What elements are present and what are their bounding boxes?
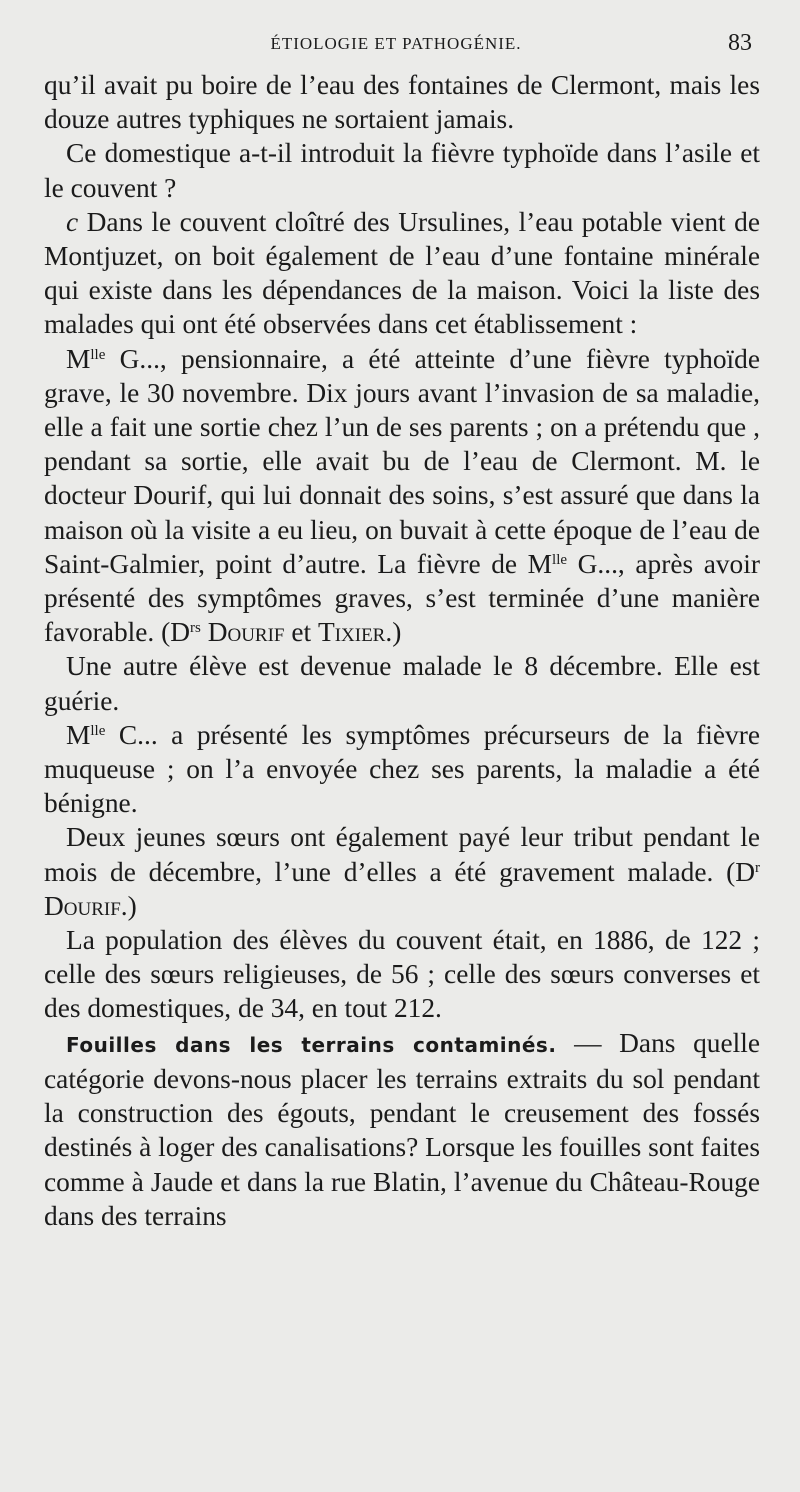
section-heading: Fouilles dans les terrains contaminés. — [66, 1032, 557, 1057]
paragraph-3 — [44, 205, 760, 342]
author-name: Dourif — [200, 617, 285, 648]
text-span: G..., pensionnaire, a été atteinte d’une fièvre typhoïde grave, le 30 novembre. Dix jours avant l’invasion de sa maladie, elle a fait une sortie chez l’un de ses parents ; on a prétendu que , pendant sa sortie, elle avait bu de l’eau de Clermont. M. le docteur Dourif, qui lui donnait des soins, s’est assuré que dans la maison où la visite a eu lieu, on buvait à cette époque de l’eau de Saint-Galmier, point d’autre. La fièvre de M — [44, 343, 760, 579]
text-span: .) — [385, 617, 402, 648]
text-span: M — [66, 343, 91, 374]
paragraph-7 — [44, 820, 760, 923]
superscript: lle — [90, 722, 106, 739]
paragraph-1: qu’il avait pu boire de l’eau des fontaines de Clermont, mais les douze autres typhiques ne sortaient jamais. — [44, 70, 760, 135]
paragraph-2: Ce domestique a-t-il introduit la fièvre typhoïde dans l’asile et le couvent ? — [44, 138, 760, 203]
author-name: Dourif — [44, 890, 121, 921]
paragraph-9-text: — Dans quelle catégorie devons-nous placer les terrains extraits du sol pendant la construction des égouts, pendant le creusement des fossés destinés à loger des canalisations? Lorsque les fouilles sont faites comme à Jaude et dans la rue Blatin, l’avenue du Château-Rouge dans des terrains — [44, 1027, 761, 1231]
page-header — [40, 30, 752, 58]
paragraph-5: Une autre élève est devenue malade le 8 décembre. Elle est guérie. — [44, 651, 760, 716]
text-span: M — [66, 719, 91, 750]
superscript: lle — [90, 346, 106, 363]
paragraph-8: La population des élèves du couvent était, en 1886, de 122 ; celle des sœurs religieuses, de 56 ; celle des sœurs converses et des domestiques, de 34, en tout 212. — [44, 925, 760, 1024]
paragraph-9 — [44, 1026, 760, 1233]
paragraph-6 — [44, 718, 760, 821]
page-number: 83 — [728, 30, 752, 56]
paragraph-3-text: Dans le couvent cloîtré des Ursulines, l’eau potable vient de Montjuzet, on boit également de l’eau d’une fontaine minérale qui existe dans les dépendances de la maison. Voici la liste des malades qui ont été observées dans cet établissement : — [44, 206, 760, 340]
paragraph-4 — [44, 342, 760, 650]
text-span: Deux jeunes sœurs ont également payé leur tribut pendant le mois de décembre, l’une d’elles a été gravement malade. (D — [44, 822, 760, 887]
text-span: .) — [120, 890, 137, 921]
author-name: Tixier — [317, 617, 386, 648]
list-marker: c — [66, 206, 79, 237]
body-text — [44, 68, 760, 1233]
text-span: C... a présenté les symptômes précurseurs de la fièvre muqueuse ; on l’a envoyée chez ses parents, la maladie a été bénigne. — [44, 719, 760, 819]
superscript: r — [755, 859, 760, 876]
text-span: et — [284, 617, 318, 648]
running-head: ÉTIOLOGIE ET PATHOGÉNIE. — [270, 34, 522, 53]
superscript: lle — [552, 551, 568, 568]
text-span: G..., après avoir présenté des symptômes graves, s’est terminée d’une manière favorable. (D — [44, 548, 760, 648]
superscript: rs — [190, 620, 201, 637]
